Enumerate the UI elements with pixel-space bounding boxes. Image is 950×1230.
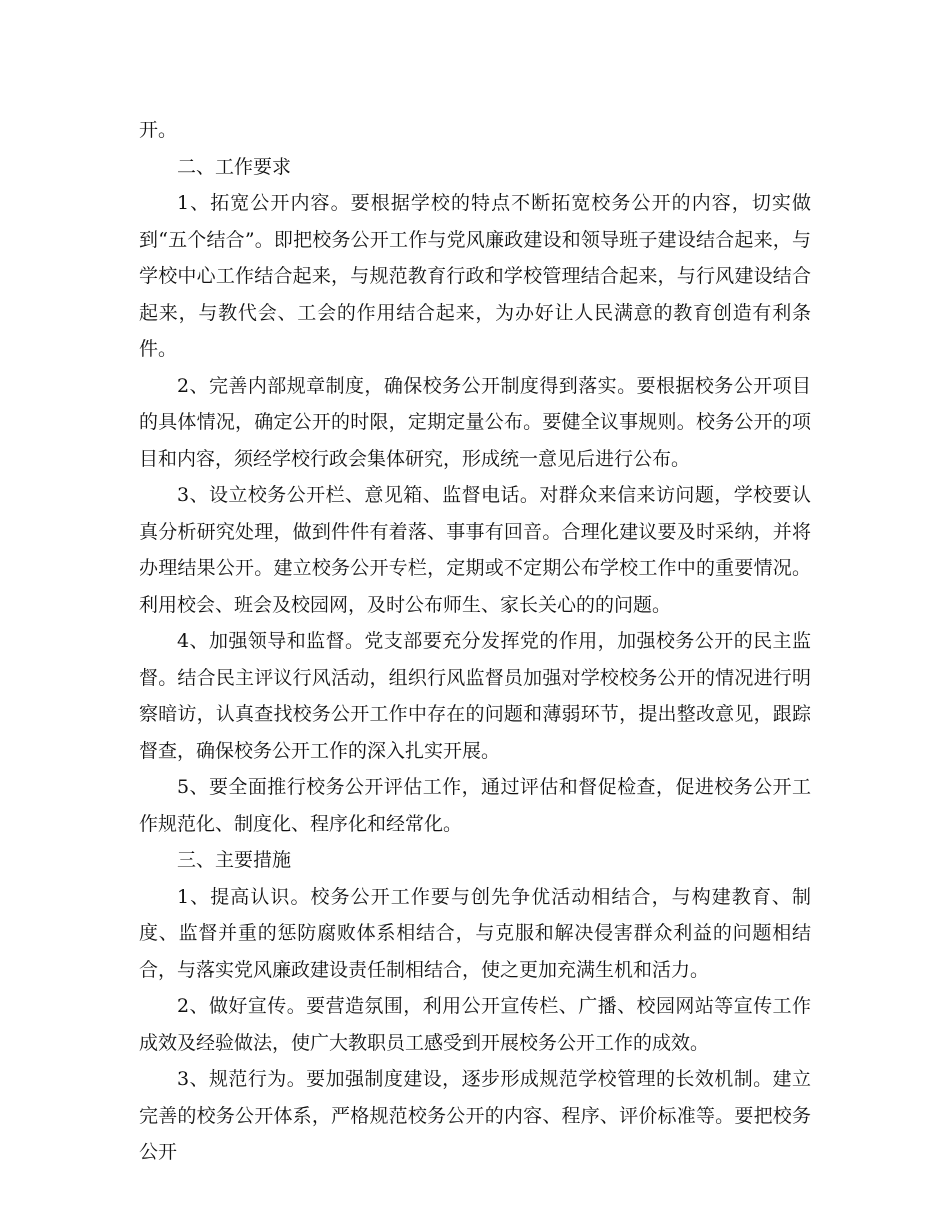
paragraph-requirement-1: 1、拓宽公开内容。要根据学校的特点不断拓宽校务公开的内容，切实做到“五个结合”。即把校务公开工作与党风廉政建设和领导班子建设结合起来，与学校中心工作结合起来，与规范教育行政和学校管理结合起来，与行风建设结合起来，与教代会、工会的作用结合起来，为办好让人民满意的教育创造有利条件。 (139, 192, 811, 360)
paragraph-requirement-4: 4、加强领导和监督。党支部要充分发挥党的作用，加强校务公开的民主监督。结合民主评议行风活动，组织行风监督员加强对学校校务公开的情况进行明察暗访，认真查找校务公开工作中存在的问题和薄弱环节，提出整改意见，跟踪督查，确保校务公开工作的深入扎实开展。 (139, 630, 811, 762)
document-body (139, 112, 811, 1171)
paragraph-measure-1: 1、提高认识。校务公开工作要与创先争优活动相结合，与构建教育、制度、监督并重的惩防腐败体系相结合，与克服和解决侵害群众利益的问题相结合，与落实党风廉政建设责任制相结合，使之更加充满生机和活力。 (139, 885, 811, 981)
paragraph-requirement-5: 5、要全面推行校务公开评估工作，通过评估和督促检查，促进校务公开工作规范化、制度化、程序化和经常化。 (139, 776, 811, 835)
section-heading-work-requirements: 二、工作要求 (177, 155, 292, 178)
section-heading-main-measures: 三、主要措施 (177, 849, 292, 871)
paragraph-requirement-3: 3、设立校务公开栏、意见箱、监督电话。对群众来信来访问题，学校要认真分析研究处理，做到件件有着落、事事有回音。合理化建议要及时采纳，并将办理结果公开。建立校务公开专栏，定期或不定期公布学校工作中的重要情况。利用校会、班会及校园网，及时公布师生、家长关心的的问题。 (139, 484, 811, 616)
paragraph-requirement-2: 2、完善内部规章制度，确保校务公开制度得到落实。要根据校务公开项目的具体情况，确定公开的时限，定期定量公布。要健全议事规则。校务公开的项目和内容，须经学校行政会集体研究，形成统一意见后进行公布。 (139, 374, 811, 470)
paragraph-measure-3: 3、规范行为。要加强制度建设，逐步形成规范学校管理的长效机制。建立完善的校务公开体系，严格规范校务公开的内容、程序、评价标准等。要把校务公开 (139, 1068, 811, 1163)
paragraph-measure-2: 2、做好宣传。要营造氛围，利用公开宣传栏、广播、校园网站等宣传工作成效及经验做法，使广大教职员工感受到开展校务公开工作的成效。 (139, 995, 811, 1054)
paragraph-continuation: 开。 (139, 119, 178, 141)
